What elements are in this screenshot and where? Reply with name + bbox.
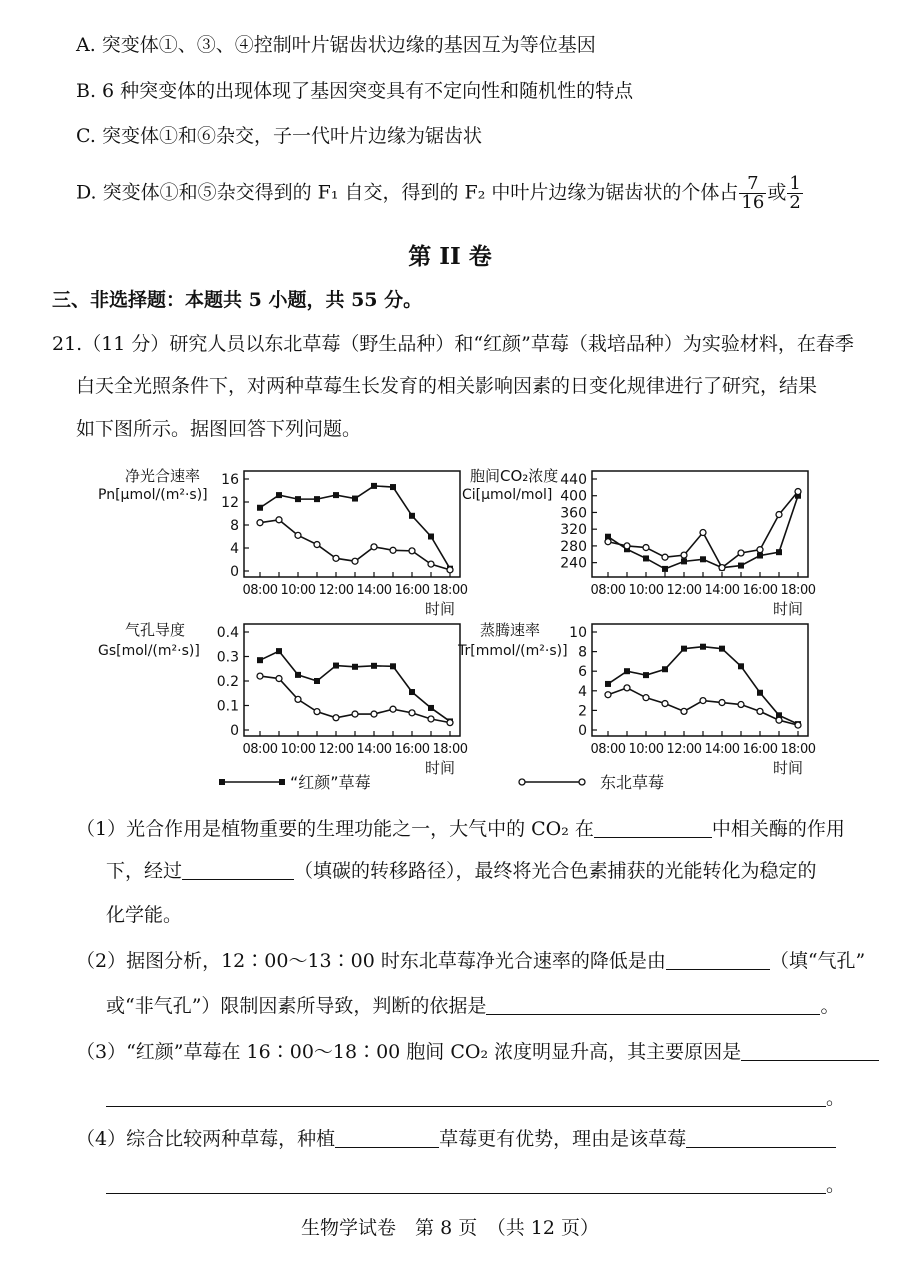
x-tick-label: 08:00 [242, 583, 278, 598]
y-tick-label: 12 [221, 495, 239, 511]
x-tick-label: 16:00 [394, 583, 430, 598]
option-d-or: 或 [767, 181, 787, 204]
data-point-circle [776, 717, 782, 723]
data-point-circle [295, 532, 301, 538]
y-tick-label: 0.3 [216, 649, 239, 666]
data-point-square [719, 646, 725, 652]
data-point-square [662, 666, 668, 672]
y-tick-label: 0 [578, 723, 587, 739]
data-point-square [390, 663, 396, 669]
answer-blank-6[interactable] [106, 1088, 826, 1107]
data-point-square [276, 648, 282, 654]
y-tick-label: 0.2 [216, 674, 239, 690]
sub4-text-a: （4）综合比较两种草莓，种植 [76, 1128, 336, 1150]
data-point-circle [409, 710, 415, 716]
data-point-square [352, 664, 358, 670]
y-tick-label: 240 [560, 555, 587, 572]
data-point-circle [681, 708, 687, 714]
option-d [76, 175, 804, 212]
answer-blank-9[interactable] [106, 1175, 826, 1194]
y-axis-label: 胞间CO₂浓度 [470, 467, 559, 485]
data-point-square [681, 558, 687, 564]
data-point-circle [681, 552, 687, 558]
data-point-square [605, 681, 611, 687]
y-tick-label: 10 [569, 625, 587, 641]
section-title: 第 II 卷 [408, 243, 492, 270]
x-tick-label: 14:00 [356, 742, 392, 757]
legend-marker-2 [579, 779, 585, 785]
data-point-square [738, 563, 744, 569]
sub4-line2 [106, 1172, 845, 1198]
y-axis-unit: Gs[mol/(m²·s)] [98, 643, 200, 659]
data-point-square [333, 492, 339, 498]
y-axis-unit: Pn[μmol/(m²·s)] [98, 487, 208, 503]
y-tick-label: 0.1 [216, 698, 239, 715]
period: 。 [826, 1087, 846, 1109]
x-tick-label: 16:00 [394, 742, 430, 757]
data-point-circle [257, 520, 263, 526]
sub2-text-a: （2）据图分析，12∶00～13∶00 时东北草莓净光合速率的降低是由 [76, 950, 666, 972]
data-point-circle [390, 547, 396, 553]
y-axis-label: 蒸腾速率 [480, 621, 541, 639]
x-axis-label: 时间 [424, 600, 456, 618]
sub4-line1 [76, 1126, 836, 1152]
x-axis-label: 时间 [772, 759, 804, 777]
data-point-circle [314, 709, 320, 715]
fraction-1-2: $\frac{1}{2}$ [789, 173, 801, 213]
y-axis-unit: Tr[mmol/(m²·s)] [458, 643, 568, 659]
data-point-square [700, 556, 706, 562]
sub3-line1 [76, 1039, 879, 1065]
data-point-circle [662, 554, 668, 560]
data-point-circle [257, 673, 263, 679]
data-point-circle [409, 548, 415, 554]
y-tick-label: 0 [230, 723, 239, 739]
sub2-line2 [106, 993, 839, 1019]
data-point-square [643, 672, 649, 678]
data-point-square [352, 496, 358, 502]
data-point-circle [333, 555, 339, 561]
data-point-circle [776, 512, 782, 518]
data-point-square [738, 663, 744, 669]
x-tick-label: 08:00 [590, 583, 626, 598]
x-tick-label: 12:00 [318, 583, 354, 598]
data-point-square [662, 566, 668, 572]
data-point-square [428, 705, 434, 711]
x-tick-label: 14:00 [356, 583, 392, 598]
y-tick-label: 8 [578, 644, 587, 661]
data-point-square [276, 492, 282, 498]
y-tick-label: 2 [578, 703, 587, 720]
data-point-square [776, 549, 782, 555]
data-point-square [295, 672, 301, 678]
x-tick-label: 18:00 [432, 583, 468, 598]
data-point-circle [295, 696, 301, 702]
y-tick-label: 16 [221, 472, 239, 488]
data-point-circle [605, 539, 611, 545]
data-point-circle [757, 708, 763, 714]
sub2-line1 [76, 948, 865, 974]
y-tick-label: 4 [230, 541, 239, 557]
y-tick-label: 400 [560, 488, 587, 505]
q21-line1: 21.（11 分）研究人员以东北草莓（野生品种）和“红颜”草莓（栽培品种）为实验材料，在春季 [52, 333, 854, 355]
data-point-circle [738, 550, 744, 556]
x-tick-label: 14:00 [704, 583, 740, 598]
data-point-square [757, 690, 763, 696]
series-line [608, 688, 798, 725]
period: 。 [820, 995, 840, 1017]
x-tick-label: 12:00 [318, 742, 354, 757]
answer-blank-8[interactable] [686, 1129, 836, 1148]
sub1-text-c: 下，经过 [106, 860, 183, 882]
option-a: A. 突变体①、③、④控制叶片锯齿状边缘的基因互为等位基因 [76, 34, 596, 56]
data-point-circle [605, 692, 611, 698]
legend-marker-2 [519, 779, 525, 785]
data-point-square [428, 534, 434, 540]
x-tick-label: 18:00 [780, 742, 816, 757]
y-tick-label: 360 [560, 505, 587, 522]
x-tick-label: 16:00 [742, 583, 778, 598]
sub4-text-b: 草莓更有优势，理由是该草莓 [439, 1128, 687, 1150]
data-point-circle [719, 565, 725, 571]
part-heading: 三、非选择题：本题共 5 小题，共 55 分。 [52, 289, 423, 311]
series-line [608, 647, 798, 724]
data-point-square [314, 496, 320, 502]
q21-line3: 如下图所示。据图回答下列问题。 [76, 418, 362, 440]
data-point-circle [371, 544, 377, 550]
answer-blank-3[interactable] [666, 951, 770, 970]
data-point-circle [352, 711, 358, 717]
data-point-circle [447, 567, 453, 573]
data-point-square [314, 678, 320, 684]
data-point-square [371, 663, 377, 669]
sub2-text-c: 或“非气孔”）限制因素所导致，判断的依据是 [106, 995, 487, 1017]
x-tick-label: 10:00 [280, 742, 316, 757]
y-tick-label: 0.4 [216, 625, 239, 641]
fraction-7-16: $\frac{7}{16}$ [741, 173, 765, 213]
legend-marker-1 [279, 779, 285, 785]
data-point-square [643, 555, 649, 561]
y-axis-unit: Ci[μmol/mol] [462, 487, 553, 503]
x-tick-label: 10:00 [628, 583, 664, 598]
data-point-circle [276, 676, 282, 682]
y-tick-label: 320 [560, 522, 587, 539]
data-point-circle [738, 702, 744, 708]
x-axis-label: 时间 [424, 759, 456, 777]
y-tick-label: 6 [578, 664, 587, 681]
data-point-circle [624, 543, 630, 549]
answer-blank-1[interactable] [594, 819, 712, 838]
data-point-square [409, 513, 415, 519]
data-point-square [700, 644, 706, 650]
legend-label-1: “红颜”草莓 [290, 773, 371, 792]
sub3-line2 [106, 1085, 845, 1111]
data-point-square [257, 657, 263, 663]
data-point-square [681, 646, 687, 652]
x-axis-label: 时间 [772, 600, 804, 618]
y-tick-label: 8 [230, 518, 239, 534]
x-tick-label: 10:00 [280, 583, 316, 598]
y-axis-label: 气孔导度 [125, 621, 186, 639]
figure-charts [0, 455, 900, 805]
data-point-square [333, 663, 339, 669]
data-point-circle [428, 561, 434, 567]
y-axis-label: 净光合速率 [125, 467, 201, 485]
data-point-circle [390, 706, 396, 712]
legend-label-2: 东北草莓 [600, 773, 665, 792]
legend-marker-1 [219, 779, 225, 785]
data-point-circle [795, 722, 801, 728]
period: 。 [826, 1174, 846, 1196]
sub1-line1 [76, 816, 845, 842]
data-point-circle [643, 695, 649, 701]
y-tick-label: 0 [230, 564, 239, 580]
x-tick-label: 12:00 [666, 742, 702, 757]
data-point-circle [428, 716, 434, 722]
x-tick-label: 10:00 [628, 742, 664, 757]
x-tick-label: 18:00 [780, 583, 816, 598]
data-point-square [624, 668, 630, 674]
data-point-square [257, 505, 263, 511]
data-point-square [409, 689, 415, 695]
data-point-circle [314, 542, 320, 548]
data-point-circle [447, 720, 453, 726]
option-b: B. 6 种突变体的出现体现了基因突变具有不定向性和随机性的特点 [76, 80, 634, 102]
answer-blank-4[interactable] [486, 996, 820, 1015]
data-point-square [757, 553, 763, 559]
option-c: C. 突变体①和⑥杂交，子一代叶片边缘为锯齿状 [76, 125, 482, 147]
data-point-square [390, 484, 396, 490]
sub1-text-d: （填碳的转移路径），最终将光合色素捕获的光能转化为稳定的 [294, 860, 817, 882]
x-tick-label: 18:00 [432, 742, 468, 757]
sub1-text-a: （1）光合作用是植物重要的生理功能之一，大气中的 CO₂ 在 [76, 818, 594, 840]
sub1-text-b: 中相关酶的作用 [711, 818, 845, 840]
answer-blank-5[interactable] [741, 1042, 879, 1061]
data-point-circle [371, 711, 377, 717]
data-point-circle [624, 685, 630, 691]
x-tick-label: 16:00 [742, 742, 778, 757]
answer-blank-2[interactable] [182, 861, 294, 880]
data-point-square [371, 483, 377, 489]
sub3-text-a: （3）“红颜”草莓在 16∶00～18∶00 胞间 CO₂ 浓度明显升高，其主要原因是 [76, 1041, 742, 1063]
data-point-circle [795, 489, 801, 495]
option-d-text: D. 突变体①和⑤杂交得到的 F₁ 自交，得到的 F₂ 中叶片边缘为锯齿状的个体占 [76, 181, 739, 204]
x-tick-label: 14:00 [704, 742, 740, 757]
data-point-circle [276, 517, 282, 523]
x-tick-label: 08:00 [242, 742, 278, 757]
x-tick-label: 12:00 [666, 583, 702, 598]
data-point-circle [719, 700, 725, 706]
y-tick-label: 4 [578, 683, 587, 700]
answer-blank-7[interactable] [335, 1129, 439, 1148]
data-point-circle [700, 698, 706, 704]
sub2-text-b: （填“气孔” [769, 950, 866, 972]
sub1-line2 [106, 858, 817, 884]
sub1-line3: 化学能。 [106, 904, 183, 926]
x-tick-label: 08:00 [590, 742, 626, 757]
data-point-circle [352, 558, 358, 564]
data-point-circle [700, 530, 706, 536]
y-tick-label: 280 [560, 538, 587, 555]
y-tick-label: 440 [560, 472, 587, 488]
data-point-square [295, 496, 301, 502]
data-point-circle [333, 715, 339, 721]
data-point-circle [757, 547, 763, 553]
q21-line2: 白天全光照条件下，对两种草莓生长发育的相关影响因素的日变化规律进行了研究，结果 [76, 375, 818, 397]
page-footer: 生物学试卷 第 8 页 （共 12 页） [301, 1217, 599, 1239]
data-point-circle [643, 545, 649, 551]
data-point-circle [662, 701, 668, 707]
